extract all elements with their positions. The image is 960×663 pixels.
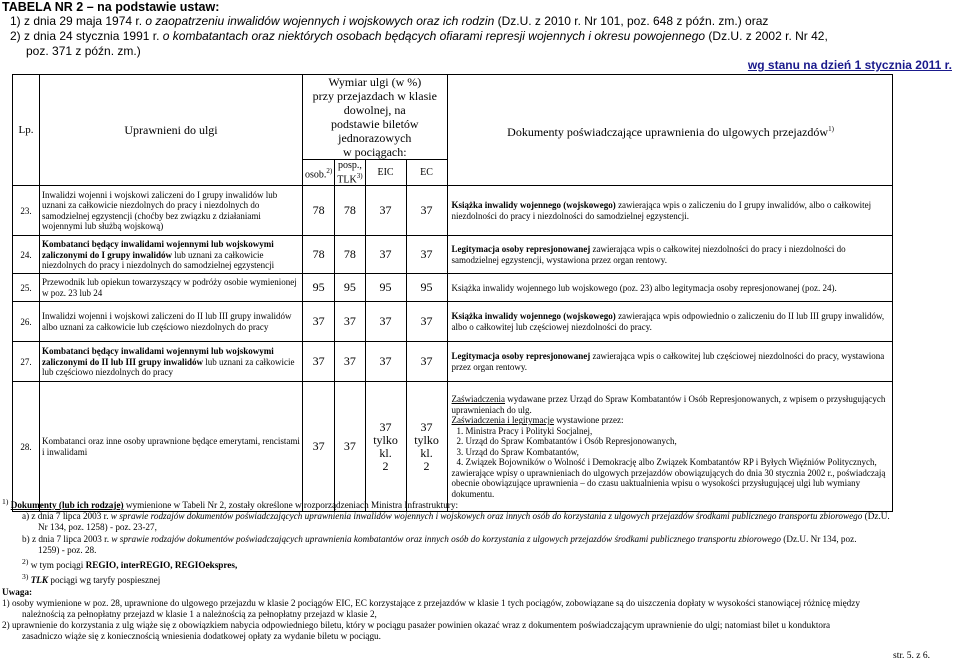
row-number: 24. — [13, 236, 40, 274]
relief-eic: 37 — [365, 186, 406, 236]
table-row — [13, 302, 893, 342]
relief-posp: 78 — [335, 236, 365, 274]
col-header-posp-tlk: posp., TLK$^{3)}$ — [335, 160, 365, 186]
table-row — [13, 382, 893, 512]
relief-osob: 37 — [303, 302, 335, 342]
entitled-cell: Inwalidzi wojenni i wojskowi zaliczeni do II lub III grupy inwalidów albo uznani za całkowicie lub częściowo niezdolnych do pracy — [40, 302, 303, 342]
col-header-entitled: Uprawnieni do ulgi — [40, 75, 303, 186]
relief-ec: 95 — [406, 274, 447, 302]
footnote-1: $^{1)}$ Dokumenty (lub ich rodzaje) wymienione w Tabeli Nr 2, zostały określone w rozporządzeniach Ministra Infrastruktury: — [2, 497, 459, 511]
relief-ec: 37 tylko kl. 2 — [406, 382, 447, 512]
relief-ec: 37 — [406, 236, 447, 274]
footnote-1a: a) z dnia 7 lipca 2003 r. w sprawie rodzajów dokumentów poświadczających uprawnienia inwalidów wojennych i wojskowych oraz innych osób do korzystania z ulgowych przejazdów środkami publicznego transportu zbiorowego (Dz.U. — [22, 511, 890, 522]
entitled-cell: Kombatanci oraz inne osoby uprawnione będące emerytami, rencistami i inwalidami — [40, 382, 303, 512]
entitled-cell: Inwalidzi wojenni i wojskowi zaliczeni do I grupy inwalidów lub uznani za całkowicie niezdolnych do pracy i niezdolnych do samodzielnej egzystencji (choćby bez związku z działaniami wojennymi lub służbą wojskową) — [40, 186, 303, 236]
relief-eic: 95 — [365, 274, 406, 302]
relief-posp: 95 — [335, 274, 365, 302]
table-row — [13, 236, 893, 274]
doc-paragraph: Zaświadczenia i legitymacje wystawione przez: — [451, 415, 624, 426]
row-number: 25. — [13, 274, 40, 302]
row-number: 27. — [13, 342, 40, 382]
relief-osob: 78 — [303, 186, 335, 236]
document-cell: Książka inwalidy wojennego (wojskowego) zawierająca wpis odpowiednio o zaliczeniu do II lub III grupy inwalidów, albo o całkowitej lub częściowej niezdolności do pracy. — [447, 302, 892, 342]
relief-eic: 37 — [365, 342, 406, 382]
relief-eic: 37 — [365, 302, 406, 342]
issuer-list — [452, 426, 890, 468]
list-item: 3. Urząd do Spraw Kombatantów, — [466, 447, 890, 458]
row-number: 23. — [13, 186, 40, 236]
list-item: 2. Urząd do Spraw Kombatantów i Osób Represjonowanych, — [466, 436, 890, 447]
footnote-1b: b) z dnia 7 lipca 2003 r. w sprawie rodzajów dokumentów poświadczających uprawnienia kombatantów oraz innych osób do korzystania z ulgowych przejazdów środkami publicznego transportu zbiorowego (Dz.U. Nr 134, poz. — [22, 533, 857, 544]
relief-osob: 37 — [303, 342, 335, 382]
relief-eic: 37 tylko kl. 2 — [365, 382, 406, 512]
document-cell: Książka inwalidy wojennego (wojskowego) zawierająca wpis o zaliczeniu do I grupy inwalidów, albo o całkowitej niezdolności do pracy i niezdolności do samodzielnej egzystencji. — [447, 186, 892, 236]
remark-1-cont: należnością za pełnopłatny przejazd w klasie 1 a należnością za pełnopłatny przejazd w klasie 2, — [22, 609, 377, 620]
doc-paragraph: zawierające wpisy o uprawnieniach do ulgowych przejazdów obowiązujących do dnia 30 stycznia 2002 r., poświadczają obecnie obowiązujące uprawnienia – do czasu uaktualnienia wpisu o wysokości przysługującej ulgi lub wymiany dokumentu. — [451, 467, 886, 499]
table-row — [13, 186, 893, 236]
footnote-1b-cont: 1259) - poz. 28. — [38, 544, 97, 555]
entitled-cell: Kombatanci będący inwalidami wojennymi lub wojskowymi zaliczonymi do I grupy inwalidów lub uznani za całkowicie niezdolnych do pracy i niezdolnych do samodzielnej egzystencji — [40, 236, 303, 274]
list-item: 1. Ministra Pracy i Polityki Socjalnej, — [466, 426, 890, 437]
entitled-cell: Kombatanci będący inwalidami wojennymi lub wojskowymi zaliczonymi do II lub III grupy inwalidów lub uznani za całkowicie lub częściowo niezdolnych do pracy — [40, 342, 303, 382]
footnote-1a-cont: Nr 134, poz. 1258) - poz. 23-27, — [38, 522, 157, 533]
document-cell: Książka inwalidy wojennego lub wojskowego (poz. 23) albo legitymacja osoby represjonowanej (poz. 24). — [447, 274, 892, 302]
document-cell: Legitymacja osoby represjonowanej zawierająca wpis o całkowitej lub częściowej niezdolności do pracy, wystawiona przez organ rentowy. — [447, 342, 892, 382]
remark-2: 2) uprawnienie do korzystania z ulg wiąże się z obowiązkiem nabycia odpowiedniego biletu, który w pociągu pasażer powinien okazać wraz z dokumentem poświadczającym uprawnienie do ulgi; natomiast bilet u konduktora — [2, 620, 831, 631]
footnote-2: $^{2)}$ w tym pociągi REGIO, interREGIO, REGIOekspres, — [22, 557, 238, 571]
relief-osob: 37 — [303, 382, 335, 512]
doc-paragraph: Zaświadczenia wydawane przez Urząd do Spraw Kombatantów i Osób Represjonowanych, z wpisem o przysługujących uprawnieniach do ulg. — [451, 394, 886, 415]
document-cell: Legitymacja osoby represjonowanej zawierająca wpis o całkowitej niezdolności do pracy i niezdolności do samodzielnej egzystencji, wystawiona przez organ rentowy. — [447, 236, 892, 274]
relief-posp: 37 — [335, 382, 365, 512]
list-item: 4. Związek Bojowników o Wolność i Demokrację albo Związek Kombatantów RP i Byłych Więźniów Politycznych, — [466, 457, 890, 468]
row-number: 26. — [13, 302, 40, 342]
col-header-eic: EIC — [365, 160, 406, 186]
relief-ec: 37 — [406, 302, 447, 342]
relief-osob: 78 — [303, 236, 335, 274]
as-of-date: wg stanu na dzień 1 stycznia 2011 r. — [747, 58, 952, 72]
col-header-relief: Wymiar ulgi (w %) przy przejazdach w klasie dowolnej, na podstawie biletów jednorazowych w pociągach: — [303, 75, 448, 160]
remark-1: 1) osoby wymienione w poz. 28, uprawnione do ulgowego przejazdu w klasie 2 pociągów EIC, EC korzystające z przejazdów w klasie 1 tych pociągów, zobowiązane są do uiszczenia dopłaty w wysokości stanowiącej różnicę między — [2, 597, 860, 608]
page-number: str. 5. z 6. — [893, 651, 930, 661]
legal-basis-line-3: poz. 371 z późn. zm.) — [26, 44, 141, 58]
relief-ec: 37 — [406, 342, 447, 382]
legal-basis-line-1: 1) z dnia 29 maja 1974 r. o zaopatrzeniu inwalidów wojennych i wojskowych oraz ich rodzin (Dz.U. z 2010 r. Nr 101, poz. 648 z późn. zm.) oraz — [10, 14, 769, 28]
relief-posp: 37 — [335, 302, 365, 342]
relief-posp: 78 — [335, 186, 365, 236]
footnotes — [2, 496, 952, 643]
relief-osob: 95 — [303, 274, 335, 302]
col-header-lp: Lp. — [13, 75, 40, 186]
entitled-cell: Przewodnik lub opiekun towarzyszący w podróży osobie wymienionej w poz. 23 lub 24 — [40, 274, 303, 302]
col-header-osob: osob.$^{2)}$ — [303, 160, 335, 186]
document-cell — [447, 382, 892, 512]
footnote-3: $^{3)}$ TLK pociągi wg taryfy pospiesznej — [22, 572, 161, 586]
relief-ec: 37 — [406, 186, 447, 236]
row-number: 28. — [13, 382, 40, 512]
legal-basis-line-2: 2) z dnia 24 stycznia 1991 r. o kombatantach oraz niektórych osobach będących ofiarami represji wojennych i okresu powojennego (Dz.U. z 2002 r. Nr 42, — [10, 29, 828, 43]
relief-table — [12, 74, 893, 512]
remarks-heading: Uwaga: — [2, 586, 33, 597]
relief-eic: 37 — [365, 236, 406, 274]
col-header-documents: Dokumenty poświadczające uprawnienia do ulgowych przejazdów$^{1)}$ — [447, 75, 892, 186]
col-header-ec: EC — [406, 160, 447, 186]
table-header-row — [13, 75, 893, 160]
table-title: TABELA NR 2 – na podstawie ustaw: — [2, 0, 220, 14]
relief-posp: 37 — [335, 342, 365, 382]
table-row — [13, 342, 893, 382]
legal-basis — [10, 14, 955, 59]
table-row — [13, 274, 893, 302]
remark-2-cont: zasadniczo wiąże się z koniecznością wniesienia dodatkowej opłaty za wydanie biletu w pociągu. — [22, 631, 381, 642]
